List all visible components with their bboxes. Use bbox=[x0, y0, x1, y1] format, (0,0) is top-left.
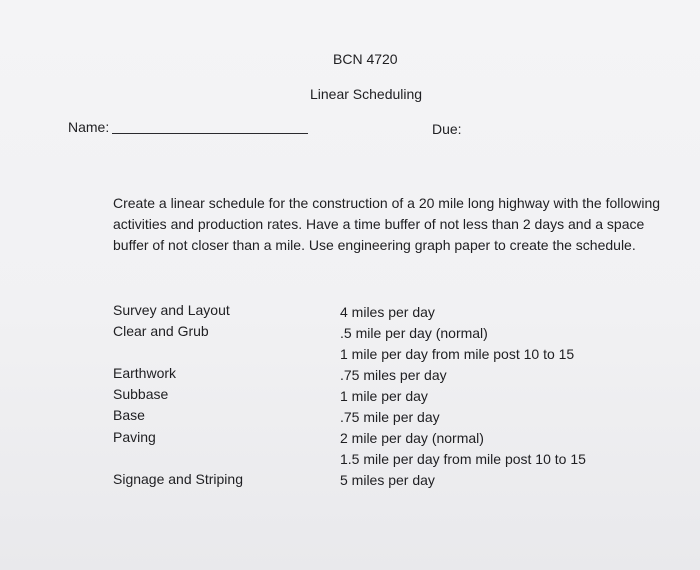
name-blank-line bbox=[112, 133, 308, 134]
rate-earthwork: .75 miles per day bbox=[340, 367, 447, 383]
course-code: BCN 4720 bbox=[333, 51, 398, 67]
name-label: Name: bbox=[68, 119, 110, 135]
rate-paving-normal: 2 mile per day (normal) bbox=[340, 430, 484, 446]
rate-subbase: 1 mile per day bbox=[340, 388, 428, 404]
activity-paving: Paving bbox=[113, 429, 156, 445]
activity-subbase: Subbase bbox=[113, 386, 169, 402]
rate-base: .75 mile per day bbox=[340, 409, 440, 425]
due-label: Due: bbox=[432, 121, 462, 137]
activity-clear-grub: Clear and Grub bbox=[113, 323, 209, 339]
page-title: Linear Scheduling bbox=[310, 86, 423, 102]
rate-paving-mp10-15: 1.5 mile per day from mile post 10 to 15 bbox=[340, 451, 586, 467]
activity-base: Base bbox=[113, 407, 145, 423]
rate-signage-striping: 5 miles per day bbox=[340, 472, 435, 488]
activity-survey-layout: Survey and Layout bbox=[113, 302, 230, 318]
activity-signage-striping: Signage and Striping bbox=[113, 471, 243, 487]
rate-survey-layout: 4 miles per day bbox=[340, 304, 435, 320]
instructions-paragraph: Create a linear schedule for the construction of a 20 mile long highway with the following activities and production rates. Have a time buffer of not less than 2 days and a space buffer of not closer than a mile. Use engineering graph paper to create the schedule. bbox=[113, 195, 661, 253]
activity-earthwork: Earthwork bbox=[113, 365, 177, 381]
rate-clear-grub-mp10-15: 1 mile per day from mile post 10 to 15 bbox=[340, 346, 575, 362]
rate-clear-grub-normal: .5 mile per day (normal) bbox=[340, 325, 488, 341]
